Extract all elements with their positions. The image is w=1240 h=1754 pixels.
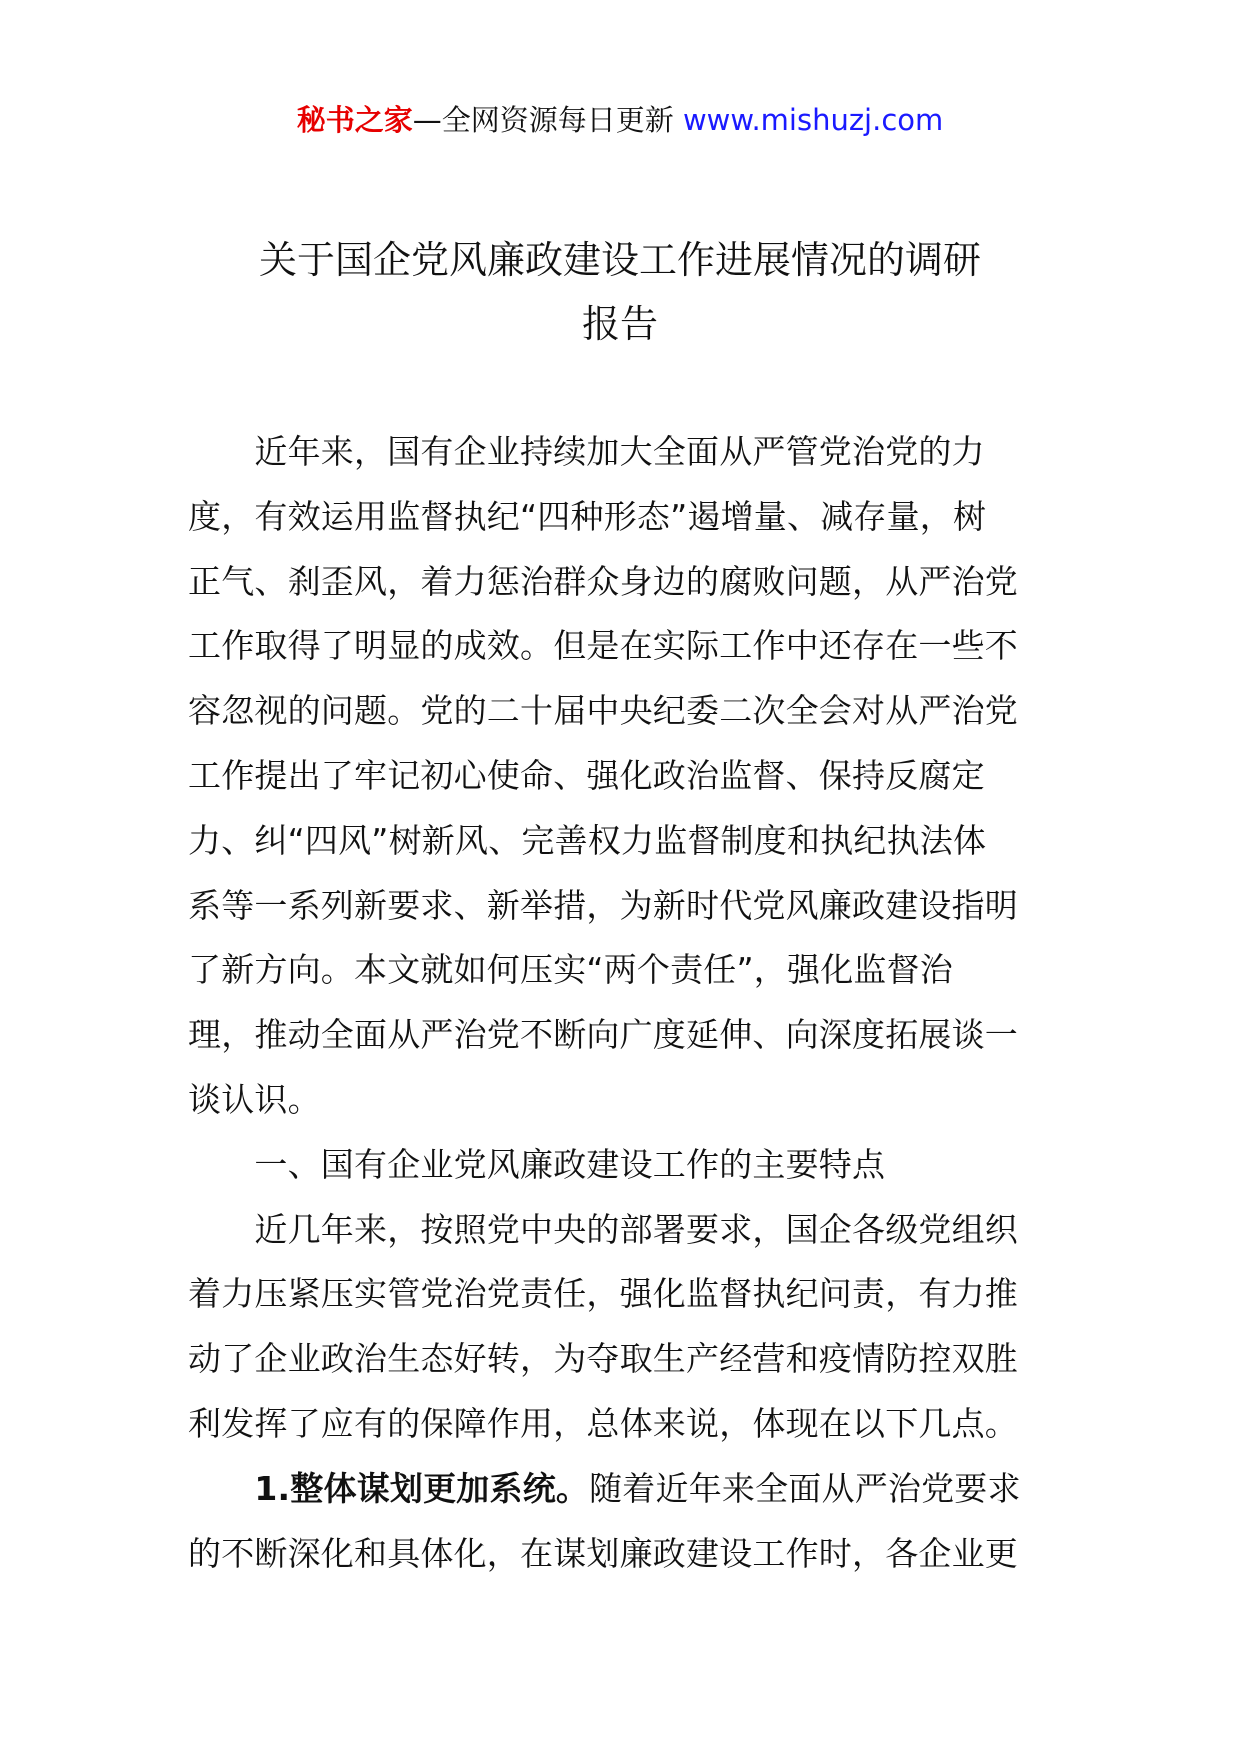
text-line: 工作提出了牢记初心使命、强化政治监督、保持反腐定 [188, 755, 985, 795]
text-line: 动了企业政治生态好转，为夺取生产经营和疫情防控双胜 [188, 1339, 1018, 1379]
point-1-paragraph [188, 1457, 1058, 1587]
section-heading-text: 一、国有企业党风廉政建设工作的主要特点 [188, 1144, 886, 1184]
text-line: 工作取得了明显的成效。但是在实际工作中还存在一些不 [188, 626, 1018, 666]
text-line: 利发挥了应有的保障作用，总体来说，体现在以下几点。 [188, 1403, 1018, 1443]
text-line: 近几年来，按照党中央的部署要求，国企各级党组织 [188, 1209, 1018, 1249]
title-line-1: 关于国企党风廉政建设工作进展情况的调研 [258, 238, 981, 282]
point-1-text: 随着近年来全面从严治党要求 [589, 1468, 1021, 1508]
section-paragraph [188, 1198, 1058, 1457]
document-title [190, 228, 1050, 356]
text-line: 的不断深化和具体化，在谋划廉政建设工作时，各企业更 [188, 1533, 1018, 1573]
site-url[interactable]: www.mishuzj.com [682, 103, 944, 137]
text-line: 理，推动全面从严治党不断向广度延伸、向深度拓展谈一 [188, 1015, 1018, 1055]
text-line: 容忽视的问题。党的二十届中央纪委二次全会对从严治党 [188, 691, 1018, 731]
text-line: 了新方向。本文就如何压实“两个责任”，强化监督治 [188, 950, 953, 990]
text-line: 着力压紧压实管党治党责任，强化监督执纪问责，有力推 [188, 1274, 1018, 1314]
text-line: 谈认识。 [188, 1079, 321, 1119]
section-heading [188, 1133, 1058, 1198]
site-header [0, 100, 1240, 140]
site-tagline: —全网资源每日更新 [412, 103, 683, 137]
text-line: 近年来，国有企业持续加大全面从严管党治党的力 [188, 432, 985, 471]
text-line: 度，有效运用监督执纪“四种形态”遏增量、减存量，树 [188, 496, 987, 536]
site-brand[interactable]: 秘书之家 [296, 103, 413, 137]
text-line: 力、纠“四风”树新风、完善权力监督制度和执纪执法体 [188, 820, 987, 860]
intro-paragraph [188, 420, 1058, 1133]
title-line-2: 报告 [581, 302, 658, 346]
point-1-lead: 1.整体谋划更加系统。 [188, 1468, 590, 1508]
document-body [188, 420, 1058, 1586]
text-line: 正气、刹歪风，着力惩治群众身边的腐败问题，从严治党 [188, 561, 1018, 601]
text-line [188, 1457, 1058, 1522]
text-line: 系等一系列新要求、新举措，为新时代党风廉政建设指明 [188, 885, 1018, 925]
